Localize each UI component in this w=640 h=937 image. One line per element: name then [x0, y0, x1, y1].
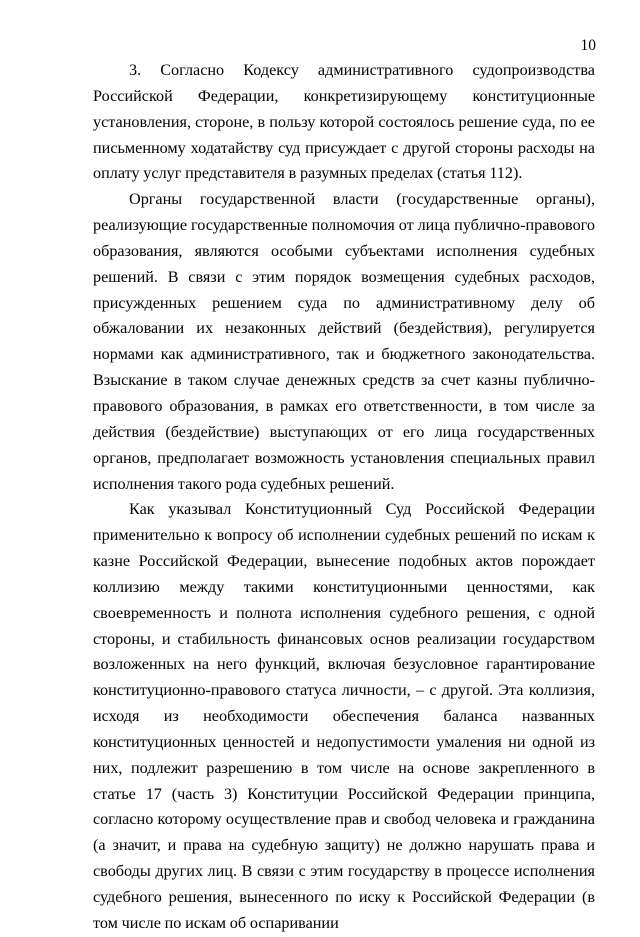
- paragraph-state-bodies: Органы государственной власти (государственные органы), реализующие государственные полномочия от лица публично-правового образования, являются особыми субъектами исполнения судебных решений. В связи с этим порядок возмещения судебных расходов, присужденных решением суда по административному делу об обжаловании их незаконных действий (бездействия), регулируется нормами как административного, так и бюджетного законодательства. Взыскание в таком случае денежных средств за счет казны публично-правового образования, в рамках его ответственности, в том числе за действия (бездействие) выступающих от его лица государственных органов, предполагает возможность установления специальных правил исполнения такого рода судебных решений.: [93, 190, 595, 493]
- document-body: [93, 58, 595, 937]
- paragraph-court-costs-rule: 3. Согласно Кодексу административного судопроизводства Российской Федерации, конкретизирующему конституционные установления, стороне, в пользу которой состоялось решение суда, по ее письменному ходатайству суд присуждает с другой стороны расходы на оплату услуг представителя в разумных пределах (статья 112).: [93, 61, 595, 183]
- page-number: 10: [580, 37, 596, 54]
- paragraph-constitutional-court: Как указывал Конституционный Суд Российской Федерации применительно к вопросу об исполнении судебных решений по искам к казне Российской Федерации, вынесение подобных актов порождает коллизию между такими конституционными ценностями, как своевременность и полнота исполнения судебного решения, с одной стороны, и стабильность финансовых основ реализации государством возложенных на него функций, включая безусловное гарантирование конституционно-правового статуса личности, – с другой. Эта коллизия, исходя из необходимости обеспечения баланса названных конституционных ценностей и недопустимости умаления ни одной из них, подлежит разрешению в том числе на основе закрепленного в статье 17 (часть 3) Конституции Российской Федерации принципа, согласно которому осуществление прав и свобод человека и гражданина (а значит, и права на судебную защиту) не должно нарушать права и свободы других лиц. В связи с этим государству в процессе исполнения судебного решения, вынесенного по иску к Российской Федерации (в том числе по искам об оспаривании: [93, 500, 595, 932]
